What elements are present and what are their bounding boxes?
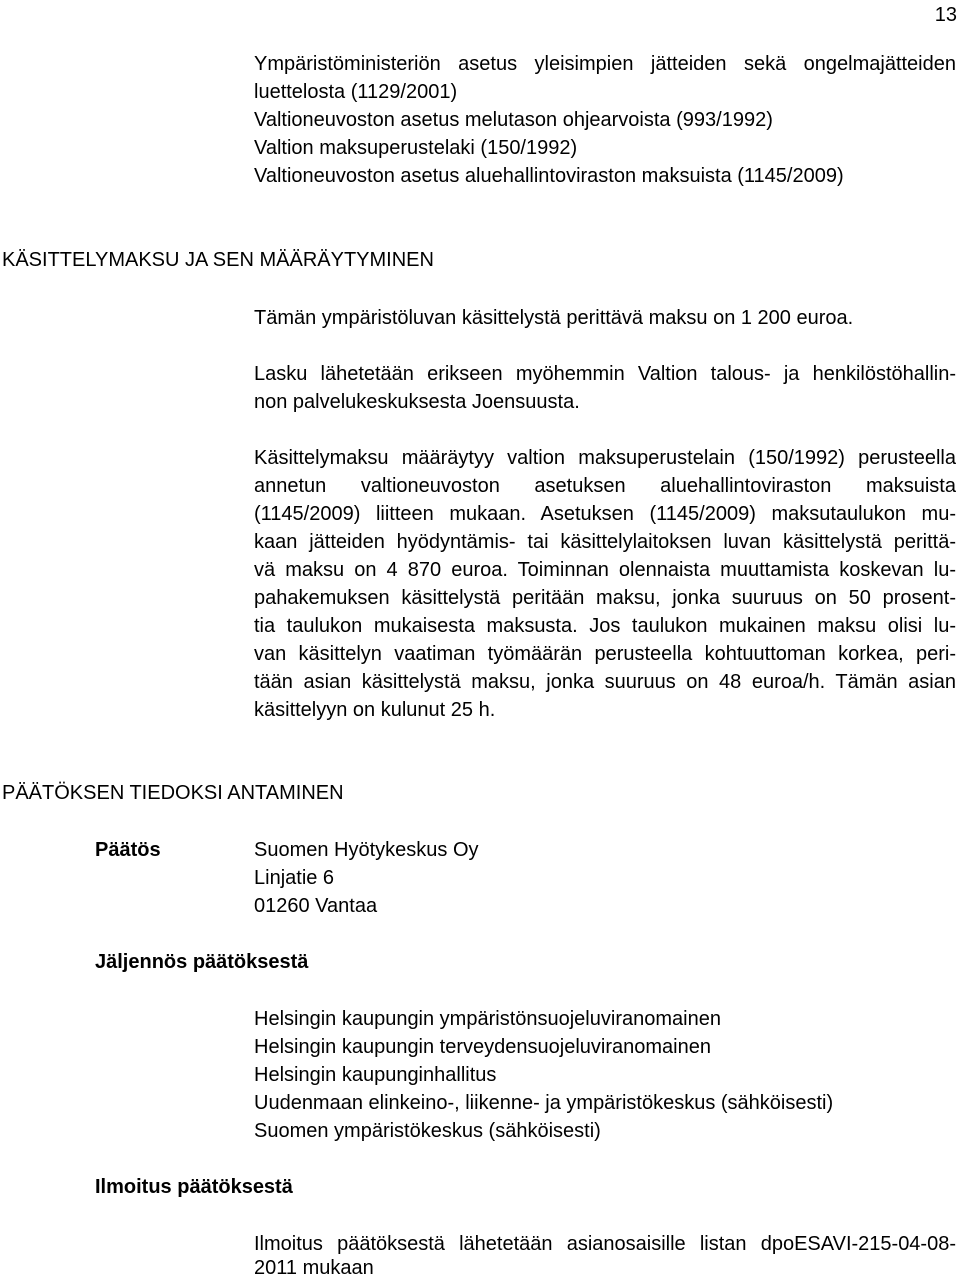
decision-label: Päätös xyxy=(95,839,161,861)
paragraph-line: tään asian käsittelystä maksu, jonka suuruus on 48 euroa/h. Tämän asian xyxy=(254,671,956,693)
page-number: 13 xyxy=(934,4,957,26)
paragraph-line: Ilmoitus päätöksestä lähetetään asianosaisille listan dpoESAVI-215-04-08- xyxy=(254,1233,956,1255)
recipient-line: Suomen ympäristökeskus (sähköisesti) xyxy=(254,1120,601,1142)
notice-label: Ilmoitus päätöksestä xyxy=(95,1176,293,1198)
address-line: Linjatie 6 xyxy=(254,867,335,889)
paragraph-line: vä maksu on 4 870 euroa. Toiminnan olennaista muuttamista koskevan lu- xyxy=(254,559,956,581)
recipient-line: Helsingin kaupungin ympäristönsuojeluviranomainen xyxy=(254,1008,721,1030)
address-line: 01260 Vantaa xyxy=(254,895,378,917)
paragraph-line: (1145/2009) liitteen mukaan. Asetuksen (1145/2009) maksutaulukon mu- xyxy=(254,503,956,525)
paragraph-line: kaan jätteiden hyödyntämis- tai käsittelylaitoksen luvan käsittelystä perittä- xyxy=(254,531,956,553)
paragraph-line: van käsittelyn vaatiman työmäärän perusteella kohtuuttoman korkea, peri- xyxy=(254,643,956,665)
notice-paragraph xyxy=(254,1230,956,1278)
paragraph-line: Lasku lähetetään erikseen myöhemmin Valtion talous- ja henkilöstöhallin- xyxy=(254,363,956,385)
paragraph-line: käsittelyyn on kulunut 25 h. xyxy=(254,699,496,721)
legislation-list xyxy=(254,50,956,190)
copy-label: Jäljennös päätöksestä xyxy=(95,951,309,973)
section-heading-notification: PÄÄTÖKSEN TIEDOKSI ANTAMINEN xyxy=(2,782,344,804)
paragraph-line: non palvelukeskuksesta Joensuusta. xyxy=(254,391,580,413)
paragraph-line: Tämän ympäristöluvan käsittelystä perittävä maksu on 1 200 euroa. xyxy=(254,307,854,329)
fee-paragraph xyxy=(254,304,956,332)
paragraph-line: tia taulukon mukaisesta maksusta. Jos taulukon mukainen maksu olisi lu- xyxy=(254,615,956,637)
recipient-line: Helsingin kaupungin terveydensuojeluviranomainen xyxy=(254,1036,711,1058)
paragraph-line: Käsittelymaksu määräytyy valtion maksuperustelain (150/1992) perusteella xyxy=(254,447,956,469)
copy-recipients-list xyxy=(254,1005,956,1145)
invoice-paragraph xyxy=(254,360,956,416)
paragraph-line: pahakemuksen käsittelystä peritään maksu, jonka suuruus on 50 prosent- xyxy=(254,587,956,609)
legislation-line: Ympäristöministeriön asetus yleisimpien jätteiden sekä ongelmajätteiden xyxy=(254,53,956,75)
fee-basis-paragraph xyxy=(254,444,956,724)
decision-recipient-address xyxy=(254,836,956,920)
legislation-line: Valtioneuvoston asetus melutason ohjearvoista (993/1992) xyxy=(254,109,773,131)
legislation-line: luettelosta (1129/2001) xyxy=(254,81,458,103)
address-line: Suomen Hyötykeskus Oy xyxy=(254,839,479,861)
legislation-line: Valtioneuvoston asetus aluehallintoviraston maksuista (1145/2009) xyxy=(254,165,844,187)
recipient-line: Helsingin kaupunginhallitus xyxy=(254,1064,497,1086)
section-heading-processing-fee: KÄSITTELYMAKSU JA SEN MÄÄRÄYTYMINEN xyxy=(2,249,434,271)
legislation-line: Valtion maksuperustelaki (150/1992) xyxy=(254,137,578,159)
paragraph-line: annetun valtioneuvoston asetuksen aluehallintoviraston maksuista xyxy=(254,475,956,497)
paragraph-line: 2011 mukaan xyxy=(254,1258,374,1278)
recipient-line: Uudenmaan elinkeino-, liikenne- ja ympäristökeskus (sähköisesti) xyxy=(254,1092,834,1114)
